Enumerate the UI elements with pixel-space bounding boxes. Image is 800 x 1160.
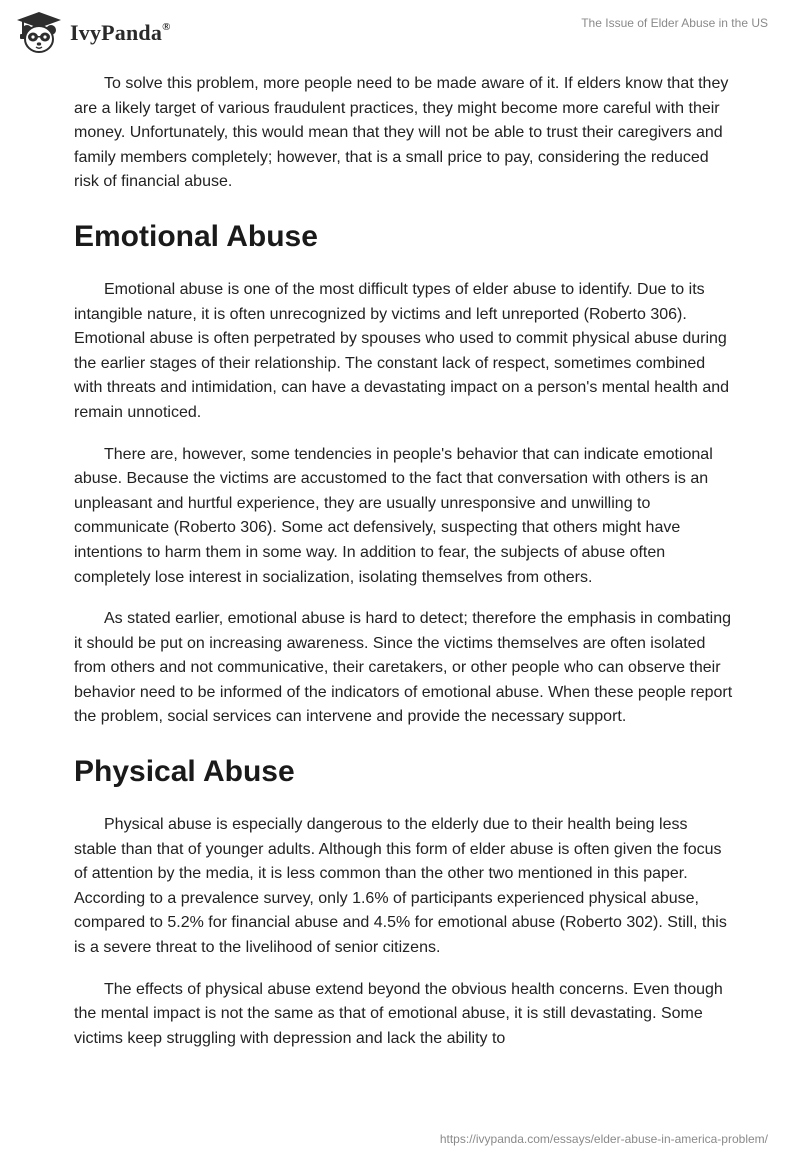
document-title: The Issue of Elder Abuse in the US [581, 16, 768, 30]
paragraph-emotional-3: As stated earlier, emotional abuse is hard to detect; therefore the emphasis in combating it should be put on increasing awareness. Since the victims themselves are often isolated from others and not communicative, their caretakers, or other people who can observe their behavior need to be informed of the indicators of emotional abuse. When these people report the problem, social services can intervene and provide the necessary support. [74, 610, 733, 726]
essay-content [74, 72, 734, 1051]
panda-graduate-icon [14, 10, 64, 56]
heading-physical-abuse: Physical Abuse [74, 755, 295, 789]
brand-name: IvyPanda® [70, 20, 171, 45]
paragraph-emotional-2: There are, however, some tendencies in people's behavior that can indicate emotional abuse. Because the victims are accustomed to the fact that conversation with others is an unpleasant and hurtful experience, they are usually unresponsive and unwilling to communicate (Roberto 306). Some act defensively, suspecting that others might have intentions to harm them in some way. In addition to fear, the subjects of abuse often completely lose interest in socialization, isolating themselves from others. [74, 445, 713, 586]
heading-emotional-abuse: Emotional Abuse [74, 219, 318, 253]
ivypanda-logo[interactable] [14, 10, 171, 56]
paragraph-emotional-1: Emotional abuse is one of the most difficult types of elder abuse to identify. Due to its intangible nature, it is often unrecognized by victims and left unreported (Roberto 306). Emotional abuse is often perpetrated by spouses who used to commit physical abuse during the earlier stages of their relationship. The constant lack of respect, sometimes combined with threats and intimidation, can have a devastating impact on a person's mental health and remain unnoticed. [74, 280, 730, 421]
source-url[interactable]: https://ivypanda.com/essays/elder-abuse-in-america-problem/ [439, 1132, 768, 1146]
paragraph-physical-2: The effects of physical abuse extend beyond the obvious health concerns. Even though the mental impact is not the same as that of emotional abuse, it is still devastating. Some victims keep struggling with depression and lack the ability to [74, 980, 723, 1047]
paragraph-intro: To solve this problem, more people need to be made aware of it. If elders know that they are a likely target of various fraudulent practices, they might become more careful with their money. Unfortunately, this would mean that they will not be able to trust their caregivers and family members completely; however, that is a small price to pay, considering the reduced risk of financial abuse. [74, 75, 729, 191]
page-header [0, 0, 800, 64]
paragraph-physical-1: Physical abuse is especially dangerous to the elderly due to their health being less stable than that of younger adults. Although this form of elder abuse is often given the focus of attention by the media, it is less common than the other two mentioned in this paper. According to a prevalence survey, only 1.6% of participants experienced physical abuse, compared to 5.2% for financial abuse and 4.5% for emotional abuse (Roberto 302). Still, this is a severe threat to the livelihood of senior citizens. [74, 816, 727, 957]
